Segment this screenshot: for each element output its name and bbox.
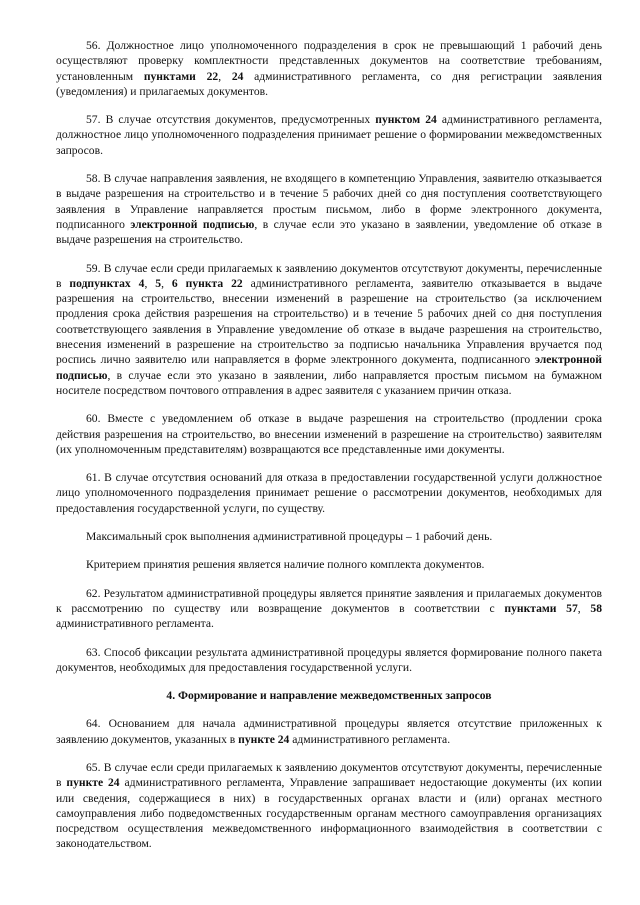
reference-text: пунктом 24: [375, 113, 437, 127]
paragraph-text: 56. Должностное лицо уполномоченного подразделения в срок не превышающий 1 рабочий день осуществляют проверку комплектности представленных документов на соответствие требованиям, установленным: [56, 39, 602, 83]
paragraph: [56, 411, 602, 457]
paragraph: [56, 470, 602, 516]
paragraph-text: 64. Основанием для начала административной процедуры является отсутствие приложенных к заявлению документов, указанных в: [56, 717, 602, 746]
paragraph: [56, 716, 602, 747]
paragraph-text: ,: [144, 276, 156, 290]
paragraph: [56, 171, 602, 247]
paragraph-text: 58. В случае направления заявления, не входящего в компетенцию Управления, заявителю отказывается в выдаче разрешения на строительство и в течение 5 рабочих дней со дня поступления соответствующего заявления в Управление направляется простым письмом, либо в форме электронного документа, подписанного: [56, 172, 602, 231]
reference-text: пункте 24: [66, 776, 120, 790]
paragraph-text: ,: [161, 276, 172, 290]
paragraph-text: , в случае если это указано в заявлении, либо направляется простым письмом на бумажном носителе посредством почтового отправления в адрес заявителя с указанием причин отказа.: [56, 368, 602, 397]
paragraph: [56, 112, 602, 158]
paragraph-text: административного регламента, Управление запрашивает недостающие документы (их копии или сведения, содержащиеся в них) в государственных органах власти и (или) органах местного самоуправления либо подведомственных государственным органам местного самоуправления организациях посредством осуществления межведомственного информационного взаимодействия в соответствии с законодательством.: [56, 776, 602, 851]
paragraph: [56, 557, 602, 572]
paragraph-text: 57. В случае отсутствия документов, предусмотренных: [86, 113, 376, 127]
paragraph-text: административного регламента.: [56, 617, 214, 631]
paragraph: [56, 645, 602, 676]
paragraph-text: Критерием принятия решения является наличие полного комплекта документов.: [86, 558, 485, 572]
paragraph-text: административного регламента.: [289, 732, 451, 746]
paragraph: [56, 586, 602, 632]
paragraph-text: административного регламента, должностное лицо уполномоченного подразделения принимает решение о формировании межведомственных запросов.: [56, 113, 602, 157]
reference-text: 6 пункта 22: [171, 276, 243, 290]
paragraph-text: административного регламента, со дня регистрации заявления (уведомления) и прилагаемых документов.: [56, 69, 602, 98]
reference-text: пункте 24: [238, 732, 290, 746]
paragraph-text: 65. В случае если среди прилагаемых к заявлению документов отсутствуют документы, перечисленные в: [56, 760, 602, 790]
paragraph-text: 59. В случае если среди прилагаемых к заявлению документов отсутствуют документы, перечисленные в: [56, 261, 602, 290]
paragraph-text: 62. Результатом административной процедуры является принятие заявления и прилагаемых документов к рассмотрению по существу или возвращение документов в соответствии с: [56, 586, 602, 615]
paragraph-text: 63. Способ фиксации результата административной процедуры является формирование полного пакета документов, необходимых для предоставления государственной услуги.: [56, 645, 602, 674]
paragraph-text: 60. Вместе с уведомлением об отказе в выдаче разрешения на строительство (продлении срока действия разрешения на строительство, во внесении изменений в разрешение на строительство) заявителям (их уполномоченным представителям) возвращаются все представленные ими документы.: [56, 412, 602, 456]
section-heading: 4. Формирование и направление межведомственных запросов: [166, 689, 492, 703]
paragraph-text: ,: [218, 69, 232, 83]
paragraph-text: административного регламента, заявителю отказывается в выдаче разрешения на строительство, внесении изменений в разрешение на строительство (за исключением продления срока действия разрешения на строительство) и в течение 5 рабочих дней со дня поступления соответствующего заявления в Управление уведомление об отказе в выдаче разрешения на строительство, внесения изменений в разрешение на строительство за подписью начальника Управления вручается под роспись лично заявителю или направляется в форме электронного документа, подписанного: [56, 276, 602, 367]
reference-text: электронной подписью: [130, 217, 255, 231]
paragraph: [56, 38, 602, 99]
reference-text: 24: [231, 69, 244, 83]
paragraph: [56, 760, 602, 852]
reference-text: пунктами 57: [504, 601, 578, 615]
paragraph: [56, 529, 602, 544]
reference-text: пунктами 22: [143, 69, 219, 83]
paragraph-text: Максимальный срок выполнения административной процедуры – 1 рабочий день.: [86, 530, 493, 544]
paragraph-text: 61. В случае отсутствия оснований для отказа в предоставлении государственной услуги должностное лицо уполномоченного подразделения принимает решение о рассмотрении документов, необходимых для предоставления государственной услуги, по существу.: [56, 471, 602, 515]
paragraph-text: ,: [577, 601, 591, 615]
paragraph-text: , в случае если это указано в заявлении, уведомление об отказе в выдаче разрешения на строительство.: [56, 217, 602, 247]
reference-text: подпунктах 4: [69, 276, 145, 290]
reference-text: электронной подписью: [56, 353, 602, 382]
paragraph: [56, 261, 602, 399]
reference-text: 5: [155, 276, 162, 290]
reference-text: 58: [590, 601, 602, 615]
